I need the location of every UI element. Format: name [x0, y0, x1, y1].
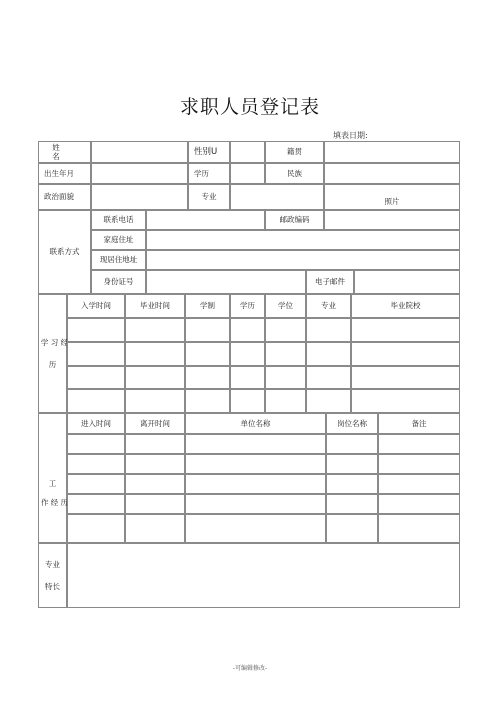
study-cell[interactable]: [306, 342, 351, 366]
study-cell[interactable]: [351, 318, 460, 342]
study-header-education: 学历: [230, 294, 265, 318]
specialty-label-line2: 特长: [45, 581, 60, 591]
work-header-company: 单位名称: [185, 413, 326, 434]
work-label-line2: 作 经 历: [40, 498, 69, 507]
education-label: 学历: [188, 163, 230, 184]
study-cell[interactable]: [265, 389, 306, 413]
work-cell[interactable]: [326, 434, 378, 454]
native-place-field[interactable]: [324, 141, 460, 163]
study-header-school: 毕业院校: [351, 294, 460, 318]
study-cell[interactable]: [125, 318, 185, 342]
phone-label: 联系电话: [91, 210, 146, 230]
id-field[interactable]: [146, 270, 306, 294]
study-label-line2: 历: [48, 359, 57, 369]
gender-label: 性别U: [188, 141, 230, 163]
study-header-duration: 学制: [185, 294, 230, 318]
work-header-position: 岗位名称: [326, 413, 378, 434]
study-cell[interactable]: [306, 389, 351, 413]
page-title: 求职人员登记表: [179, 96, 320, 118]
political-field[interactable]: [91, 184, 188, 210]
major-label: 专业: [188, 184, 230, 210]
study-cell[interactable]: [125, 342, 185, 366]
photo-label: 照片: [384, 196, 400, 206]
study-cell[interactable]: [351, 342, 460, 366]
work-header-remarks: 备注: [378, 413, 460, 434]
home-address-label: 家庭住址: [91, 230, 146, 250]
work-cell[interactable]: [326, 454, 378, 474]
study-label-line1: 学 习 经: [40, 338, 69, 348]
work-cell[interactable]: [326, 494, 378, 514]
work-cell[interactable]: [185, 454, 326, 474]
current-address-field[interactable]: [146, 250, 460, 270]
specialty-field[interactable]: [67, 543, 460, 608]
work-cell[interactable]: [185, 514, 326, 543]
ethnicity-label: 民族: [265, 163, 324, 184]
work-cell[interactable]: [125, 434, 185, 454]
work-cell[interactable]: [378, 434, 460, 454]
photo-area[interactable]: [324, 184, 460, 210]
study-cell[interactable]: [185, 366, 230, 389]
postcode-label: 邮政编码: [265, 210, 324, 230]
birth-label: 出生年月: [38, 163, 91, 184]
work-label-line1: 工: [48, 478, 57, 488]
native-place-label: 籍贯: [265, 141, 324, 163]
work-header-start: 进入时间: [67, 413, 125, 434]
study-cell[interactable]: [185, 389, 230, 413]
work-cell[interactable]: [326, 514, 378, 543]
work-cell[interactable]: [67, 494, 125, 514]
work-header-end: 离开时间: [125, 413, 185, 434]
work-cell[interactable]: [67, 434, 125, 454]
specialty-label-line1: 专业: [45, 560, 60, 570]
work-section-label: [38, 413, 67, 543]
study-cell[interactable]: [265, 366, 306, 389]
fill-date-label: 填表日期:: [333, 131, 368, 140]
page-footer: -可编辑修改-: [232, 665, 268, 672]
contact-section-label: 联系方式: [38, 210, 91, 294]
work-cell[interactable]: [67, 514, 125, 543]
work-cell[interactable]: [125, 454, 185, 474]
email-field[interactable]: [354, 270, 460, 294]
work-cell[interactable]: [125, 494, 185, 514]
major-field[interactable]: [230, 184, 324, 210]
study-cell[interactable]: [265, 342, 306, 366]
phone-field[interactable]: [146, 210, 265, 230]
study-cell[interactable]: [306, 366, 351, 389]
birth-field[interactable]: [91, 163, 188, 184]
work-cell[interactable]: [326, 474, 378, 494]
study-cell[interactable]: [230, 318, 265, 342]
study-cell[interactable]: [306, 318, 351, 342]
current-address-label: 现居住地址: [91, 250, 146, 270]
study-header-graduate: 毕业时间: [125, 294, 185, 318]
id-label: 身份证号: [91, 270, 146, 294]
study-cell[interactable]: [230, 389, 265, 413]
email-label: 电子邮件: [306, 270, 354, 294]
postcode-field[interactable]: [324, 210, 460, 230]
study-cell[interactable]: [125, 389, 185, 413]
work-cell[interactable]: [125, 514, 185, 543]
work-cell[interactable]: [378, 514, 460, 543]
study-cell[interactable]: [67, 318, 125, 342]
study-cell[interactable]: [351, 366, 460, 389]
work-cell[interactable]: [125, 474, 185, 494]
study-cell[interactable]: [185, 342, 230, 366]
specialty-section-label: [38, 543, 67, 608]
work-cell[interactable]: [378, 454, 460, 474]
work-cell[interactable]: [185, 434, 326, 454]
work-cell[interactable]: [67, 454, 125, 474]
political-label: 政治面貌: [38, 184, 91, 210]
study-cell[interactable]: [230, 366, 265, 389]
work-cell[interactable]: [67, 474, 125, 494]
study-cell[interactable]: [265, 318, 306, 342]
study-header-enroll: 入学时间: [67, 294, 125, 318]
study-header-major: 专业: [306, 294, 351, 318]
study-cell[interactable]: [125, 366, 185, 389]
name-field[interactable]: [91, 141, 188, 163]
ethnicity-field[interactable]: [324, 163, 460, 184]
study-section-label: [38, 294, 67, 413]
study-cell[interactable]: [230, 342, 265, 366]
study-cell[interactable]: [67, 342, 125, 366]
work-cell[interactable]: [185, 474, 326, 494]
education-field[interactable]: [230, 163, 265, 184]
study-cell[interactable]: [185, 318, 230, 342]
study-header-degree: 学位: [265, 294, 306, 318]
work-cell[interactable]: [378, 474, 460, 494]
work-cell[interactable]: [378, 494, 460, 514]
work-cell[interactable]: [185, 494, 326, 514]
gender-field[interactable]: [230, 141, 265, 163]
study-cell[interactable]: [67, 366, 125, 389]
study-cell[interactable]: [351, 389, 460, 413]
study-cell[interactable]: [67, 389, 125, 413]
name-label: 姓 名: [38, 141, 91, 163]
home-address-field[interactable]: [146, 230, 460, 250]
